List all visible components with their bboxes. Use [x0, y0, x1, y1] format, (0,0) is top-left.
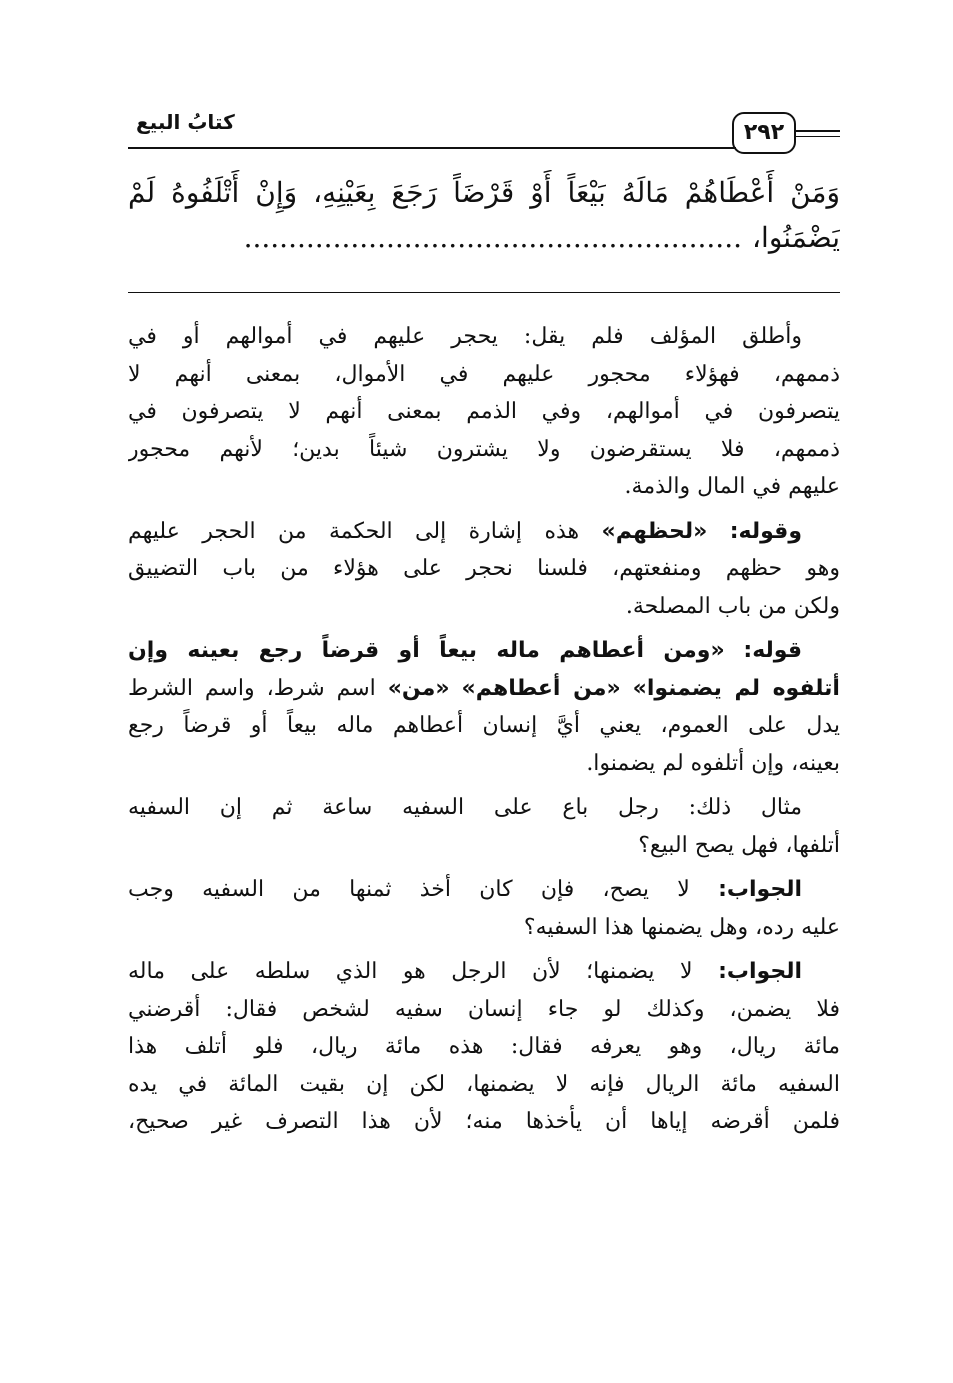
header-rule: [128, 147, 736, 149]
text-line: عليهم في المال والذمة.: [624, 474, 840, 499]
text-line: وهو حظهم ومنفعتهم، فلسنا نحجر على هؤلاء من باب التضييق: [128, 556, 840, 581]
running-header: [128, 108, 840, 158]
text-line: ولكن من باب المصلحة.: [625, 593, 840, 619]
text-line: فلا يضمن، وكذلك لو جاء إنسان سفيه لشخص فقال: أقرضني: [128, 996, 840, 1022]
book-title: كتابُ البيع: [136, 110, 235, 134]
paragraph: [128, 632, 840, 782]
text-run: هذه إشارة إلى الحكمة من الحجر عليهم: [128, 518, 580, 544]
text-line: ذممهم، فهؤلاء محجور عليهم في الأموال، بمعنى أنهم لا: [128, 361, 840, 387]
commentary: [128, 318, 840, 1148]
bold-lead: قوله:: [743, 638, 802, 663]
text-line: [128, 953, 840, 991]
paragraph: [128, 513, 840, 626]
text-line: السفيه مائة الريال فإنه لا يضمنها، لكن إن بقيت المائة في يده: [128, 1071, 840, 1097]
section-divider: [128, 292, 840, 293]
text-line: فلمن أقرضه إياها أن يأخذها منه؛ لأن هذا التصرف غير صحيح،: [128, 1109, 840, 1134]
text-line: [128, 670, 840, 708]
text-run: اسم شرط، واسم الشرط: [128, 675, 376, 701]
quoted-term: «ومن أعطاهم ماله بيعاً أو قرضاً رجع بعينه وإن: [128, 638, 725, 663]
text-line: [128, 513, 840, 551]
text-line: يتصرفون في أموالهم، وفي الذمم بمعنى أنهم لا يتصرفون في: [128, 399, 840, 424]
page-number: ٢٩٢: [732, 112, 796, 154]
text-run: لا يصح، فإن كان أخذ ثمنها من السفيه وجب: [128, 877, 690, 902]
bold-lead: وقوله:: [729, 518, 802, 544]
ellipsis-dots: ........................................................: [243, 221, 742, 254]
text-line: مثال ذلك: رجل باع على السفيه ساعة ثم إن السفيه: [128, 795, 802, 820]
text-line: مائة ريال، وهو يعرفه فقال: هذه مائة ريال، فلو أتلف هذا: [128, 1034, 840, 1059]
quoted-term: أتلفوه لم يضمنوا»: [632, 675, 840, 701]
quoted-term: «من»: [387, 675, 450, 701]
bold-lead: الجواب:: [718, 877, 802, 902]
paragraph: [128, 318, 840, 506]
matn-line-text: يَضْمَنُوا،: [752, 221, 840, 254]
text-line: أتلفها، فهل يصح البيع؟: [638, 832, 840, 858]
quoted-term: «من أعطاهم»: [461, 675, 621, 701]
paragraph: [128, 789, 840, 864]
header-rule: [796, 136, 840, 137]
bold-lead: الجواب:: [718, 959, 802, 984]
header-rule: [796, 130, 840, 132]
quoted-term: «لحظهم»: [601, 518, 708, 544]
text-line: وأطلق المؤلف فلم يقل: يحجر عليهم في أموالهم أو في: [128, 324, 802, 349]
text-line: [128, 871, 840, 909]
text-line: ذممهم، فلا يستقرضون ولا يشترون شيئاً بدين؛ لأنهم محجور: [128, 436, 840, 462]
text-line: عليه رده، وهل يضمنها هذا السفيه؟: [523, 914, 840, 940]
paragraph: [128, 871, 840, 946]
text-line: بعينه، وإن أتلفوه لم يضمنوا.: [586, 750, 840, 776]
text-run: لا يضمنها؛ لأن الرجل هو الذي سلطه على ماله: [128, 959, 693, 984]
matn-line: [128, 215, 840, 260]
matn-text: [128, 170, 840, 260]
paragraph: [128, 953, 840, 1141]
text-line: [128, 632, 840, 670]
text-line: يدل على العموم، يعني أيَّ إنسان أعطاهم ماله بيعاً أو قرضاً رجع: [128, 713, 840, 738]
matn-line: وَمَنْ أَعْطَاهُمْ مَالَهُ بَيْعَاً أَوْ قَرْضَاً رَجَعَ بِعَيْنِهِ، وَإِنْ أَتْلَفُوهُ لَمْ: [128, 176, 840, 209]
